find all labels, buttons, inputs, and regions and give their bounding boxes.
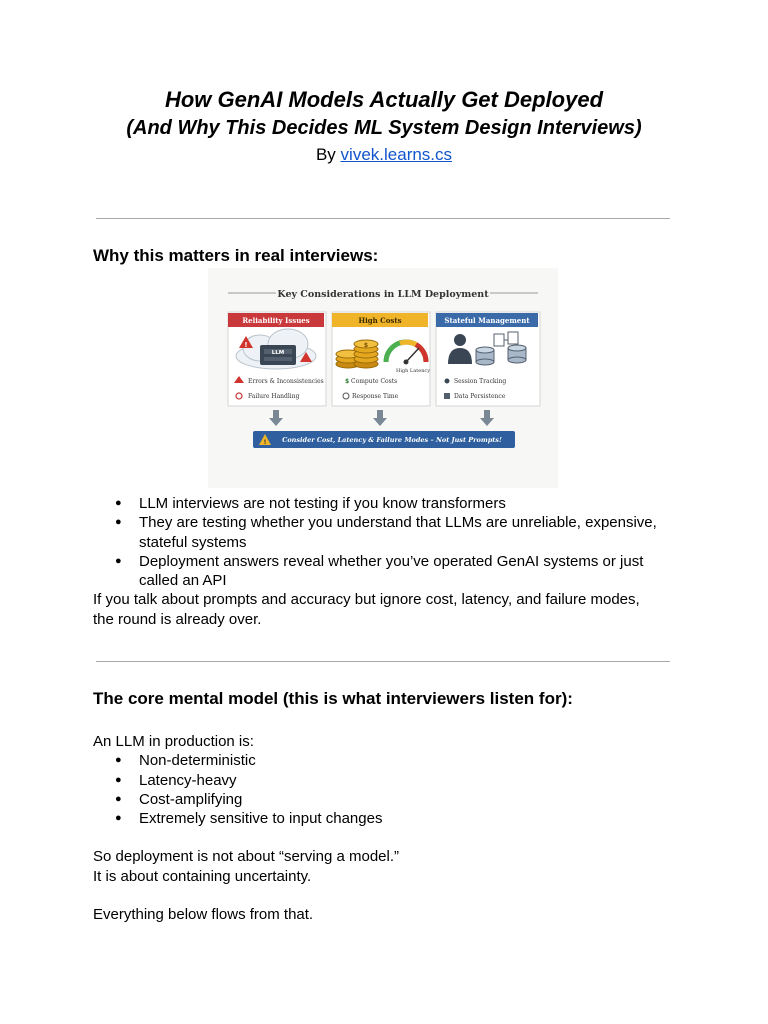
panel-costs-item-2: Response Time (352, 393, 399, 400)
figure-graphic (208, 268, 558, 488)
svg-text:$: $ (363, 342, 369, 349)
panel-costs-title: High Costs (358, 316, 402, 325)
section-heading-core: The core mental model (this is what interviewers listen for): (93, 689, 573, 708)
title-block (0, 86, 768, 168)
panel-stateful-item-2: Data Persistence (454, 393, 506, 400)
byline-prefix: By (315, 145, 336, 164)
svg-text:!: ! (244, 341, 248, 349)
down-arrow-icon (480, 410, 494, 426)
section1-bullet-list (93, 494, 693, 590)
svg-text:!: ! (263, 439, 267, 446)
panel-stateful-item-1: Session Tracking (454, 378, 507, 385)
list-item: ● Latency-heavy (139, 771, 693, 790)
panel-costs-item-1: Compute Costs (351, 378, 398, 385)
list-item: ● Non-deterministic (139, 751, 693, 770)
horizontal-rule (96, 218, 670, 219)
figure-title: Key Considerations in LLM Deployment (277, 289, 489, 300)
banner-text: Consider Cost, Latency & Failure Modes – Not Just Prompts! (282, 436, 502, 444)
deployment-figure (208, 268, 558, 488)
panel-reliability-item-2: Failure Handling (248, 393, 300, 400)
section2-intro: An LLM in production is: (93, 733, 254, 750)
list-item: ● Cost-amplifying (139, 790, 693, 809)
section2-bullet-list (93, 751, 693, 828)
panel-reliability-title: Reliability Issues (242, 316, 310, 325)
horizontal-rule (96, 661, 670, 662)
section2-body (93, 732, 693, 924)
document-subtitle: (And Why This Decides ML System Design Interviews) (126, 117, 642, 139)
author-link[interactable]: vivek.learns.cs (340, 145, 453, 164)
section1-paragraph: If you talk about prompts and accuracy but ignore cost, latency, and failure modes, the round is already over. (93, 591, 640, 628)
list-item: ● LLM interviews are not testing if you know transformers (139, 494, 693, 513)
gauge-label: High Latency (395, 368, 431, 374)
section2-line-1: So deployment is not about “serving a model.” (93, 848, 399, 866)
list-item: ● They are testing whether you understand that LLMs are unreliable, expensive, stateful systems (139, 513, 693, 552)
byline (0, 142, 768, 168)
session-icon (445, 379, 450, 384)
panel-reliability-item-1: Errors & Inconsistencies (248, 378, 324, 385)
list-item: ● Deployment answers reveal whether you’ve operated GenAI systems or just called an API (139, 552, 693, 591)
panel-stateful-title: Stateful Management (444, 316, 530, 325)
section1-body (93, 494, 693, 629)
section2-line-3: Everything below flows from that. (93, 906, 314, 924)
section2-line-2: It is about containing uncertainty. (93, 867, 312, 885)
llm-label: LLM (271, 350, 285, 356)
storage-icon (444, 393, 450, 399)
down-arrow-icon (373, 410, 387, 426)
list-item: ● Extremely sensitive to input changes (139, 809, 693, 828)
down-arrow-icon (269, 410, 283, 426)
document-title: How GenAI Models Actually Get Deployed (164, 87, 604, 112)
dollar-icon: $ (345, 378, 350, 385)
section-heading-why: Why this matters in real interviews: (93, 246, 379, 265)
